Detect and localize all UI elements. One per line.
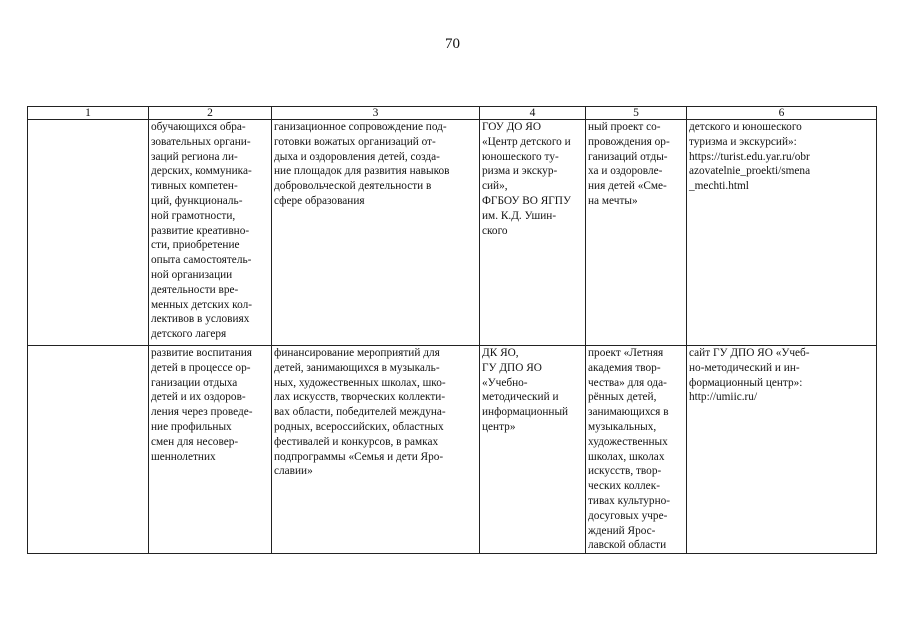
cell-text-line: информационный	[482, 406, 569, 419]
cell-text-line: школах, школах	[588, 450, 665, 463]
cell-text-line: ческих коллек-	[588, 480, 660, 493]
cell-text-line: ной грамотности,	[151, 209, 236, 222]
cell-text-line: ций, функциональ-	[151, 194, 243, 207]
cell-text-line: ского	[482, 224, 508, 237]
cell-col3	[272, 120, 480, 346]
cell-text-line: заций региона ли-	[151, 150, 238, 163]
cell-col2	[149, 346, 272, 554]
cell-text-line: подпрограммы «Семья и дети Яро-	[274, 450, 444, 463]
cell-text-line: детей в процессе ор-	[151, 361, 251, 374]
cell-text-line: детского лагеря	[151, 328, 227, 341]
cell-text-line: ФГБОУ ВО ЯГПУ	[482, 194, 571, 207]
cell-text-line: шеннолетних	[151, 450, 216, 463]
cell-text-line: готовки вожатых организаций от-	[274, 135, 436, 148]
cell-text-line: финансирование мероприятий для	[274, 347, 440, 359]
cell-text-line: провождения ор-	[588, 135, 670, 148]
cell-text-line: но-методический и ин-	[689, 361, 800, 374]
cell-text-line: сти, приобретение	[151, 239, 240, 252]
cell-text-line: ГУ ДПО ЯО	[482, 361, 542, 374]
cell-text-line: дерских, коммуника-	[151, 165, 252, 178]
cell-text-line: деятельности вре-	[151, 283, 239, 296]
cell-col4	[480, 346, 586, 554]
cell-text-line: туризма и экскурсий»:	[689, 135, 797, 148]
column-header-5: 5	[586, 107, 687, 120]
cell-text-line: опыта самостоятель-	[151, 254, 252, 267]
cell-text-line: сайт ГУ ДПО ЯО «Учеб-	[689, 347, 810, 359]
cell-col6	[687, 120, 877, 346]
cell-text-line: тивных компетен-	[151, 180, 238, 193]
cell-text-line: _mechti.html	[689, 180, 749, 193]
cell-text-line: ха и оздоровле-	[588, 165, 663, 178]
cell-text-line: чества» для ода-	[588, 376, 667, 389]
cell-col5	[586, 120, 687, 346]
cell-text-line: сфере образования	[274, 194, 365, 207]
cell-text-line: смен для несовер-	[151, 435, 239, 448]
page-number: 70	[445, 36, 460, 52]
cell-text-line: менных детских кол-	[151, 298, 252, 311]
column-header-6: 6	[687, 107, 877, 120]
cell-text-line: ганизаций отды-	[588, 150, 668, 163]
cell-text-line: родных, всероссийских, областных	[274, 420, 444, 433]
cell-text-line: «Учебно-	[482, 376, 528, 389]
cell-text-line: ризма и экскур-	[482, 165, 558, 178]
header-row	[28, 107, 877, 120]
cell-text-line: ной организации	[151, 268, 233, 281]
cell-text-line: ный проект со-	[588, 121, 661, 133]
cell-text-line: ние площадок для развития навыков	[274, 165, 450, 178]
cell-text-line: добровольческой деятельности в	[274, 180, 432, 193]
cell-text-line: ние профильных	[151, 420, 232, 433]
cell-text-line: юношеского ту-	[482, 150, 559, 163]
cell-text-line: художественных	[588, 435, 668, 448]
cell-text-line: обучающихся обра-	[151, 121, 246, 133]
cell-text-line: ждений Ярос-	[588, 524, 656, 537]
cell-text-line: вах области, победителей междуна-	[274, 406, 446, 419]
cell-col4	[480, 120, 586, 346]
cell-text-line: академия твор-	[588, 361, 661, 374]
cell-text-line: развитие воспитания	[151, 347, 252, 359]
cell-text-line: лах искусств, творческих коллекти-	[274, 391, 446, 404]
cell-text-line: зовательных органи-	[151, 135, 251, 148]
table-row	[28, 346, 877, 554]
cell-text-line: детского и юношеского	[689, 121, 802, 133]
cell-col5	[586, 346, 687, 554]
cell-text-line: ганизационное сопровождение под-	[274, 121, 447, 133]
cell-text-line: дыха и оздоровления детей, созда-	[274, 150, 440, 163]
cell-text-line: azovatelnie_proekti/smena	[689, 165, 811, 178]
program-table	[27, 106, 877, 554]
cell-text-line: лавской области	[588, 539, 667, 552]
cell-text-line: досуговых учре-	[588, 509, 668, 522]
cell-text-line: «Центр детского и	[482, 135, 571, 148]
cell-text-line: https://turist.edu.yar.ru/obr	[689, 150, 810, 163]
cell-text-line: ления через проведе-	[151, 406, 253, 419]
cell-text-line: им. К.Д. Ушин-	[482, 209, 557, 222]
cell-text-line: http://umiic.ru/	[689, 391, 758, 404]
cell-col1	[28, 346, 149, 554]
column-header-2: 2	[149, 107, 272, 120]
column-header-1: 1	[28, 107, 149, 120]
cell-text-line: ДК ЯО,	[482, 347, 519, 359]
cell-text-line: центр»	[482, 420, 516, 433]
column-header-4: 4	[480, 107, 586, 120]
cell-col2	[149, 120, 272, 346]
cell-text-line: лективов в условиях	[151, 313, 250, 326]
cell-text-line: ния детей «Сме-	[588, 180, 667, 193]
table-row	[28, 120, 877, 346]
cell-text-line: формационный центр»:	[689, 376, 803, 389]
cell-text-line: искусств, твор-	[588, 465, 662, 478]
cell-text-line: ганизации отдыха	[151, 376, 238, 389]
cell-col3	[272, 346, 480, 554]
cell-col1	[28, 120, 149, 346]
cell-text-line: сий»,	[482, 180, 508, 193]
cell-text-line: музыкальных,	[588, 420, 657, 433]
cell-text-line: рённых детей,	[588, 391, 657, 404]
cell-text-line: методический и	[482, 391, 559, 404]
cell-text-line: ных, художественных школах, шко-	[274, 376, 446, 389]
cell-text-line: славии»	[274, 465, 313, 478]
cell-text-line: фестивалей и конкурсов, в рамках	[274, 435, 439, 448]
cell-text-line: проект «Летняя	[588, 347, 664, 359]
cell-text-line: тивах культурно-	[588, 494, 671, 507]
cell-text-line: ГОУ ДО ЯО	[482, 121, 541, 133]
column-header-3: 3	[272, 107, 480, 120]
cell-col6	[687, 346, 877, 554]
cell-text-line: детей и их оздоров-	[151, 391, 246, 404]
cell-text-line: детей, занимающихся в музыкаль-	[274, 361, 440, 374]
cell-text-line: занимающихся в	[588, 406, 669, 419]
cell-text-line: на мечты»	[588, 194, 638, 207]
cell-text-line: развитие креативно-	[151, 224, 250, 237]
